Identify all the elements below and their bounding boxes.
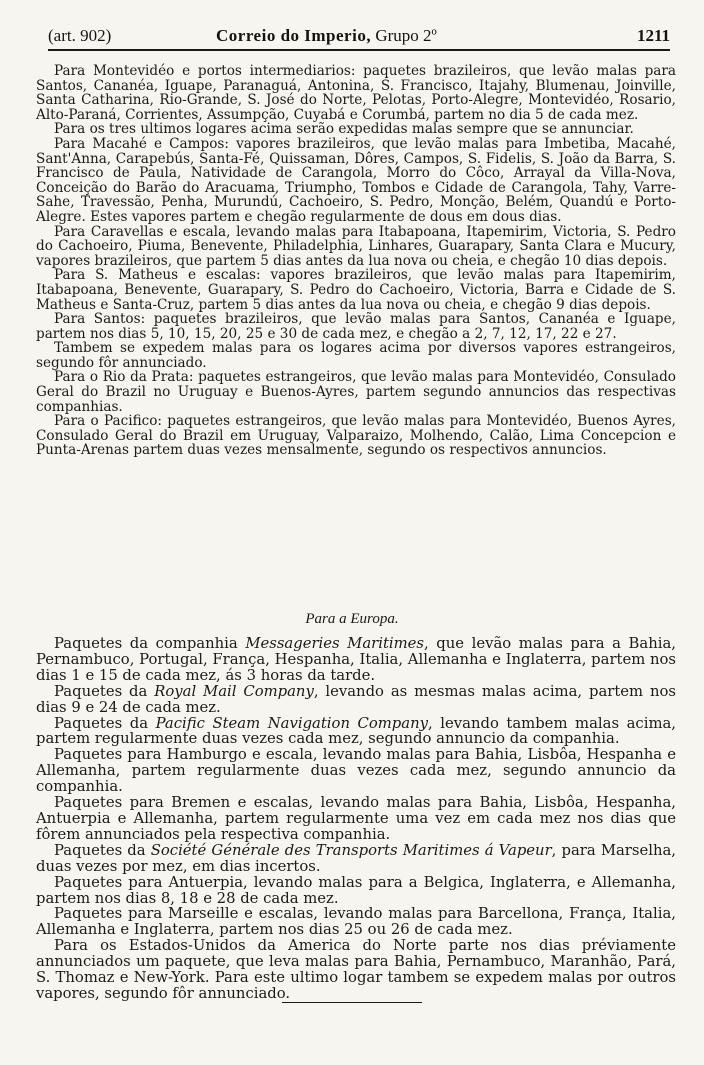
- europe-routes-section: [36, 636, 676, 1002]
- paragraph: Paquetes da companhia Messageries Maritimes, que levão malas para a Bahia, Pernambuco, Portugal, França, Hespanha, Italia, Allemanha e Inglaterra, partem nos dias 1 e 15 de cada mez, ás 3 horas da tarde.: [36, 635, 676, 684]
- section-heading-europe: Para a Europa.: [305, 611, 399, 627]
- paragraph: Paquetes da Pacific Steam Navigation Company, levando tambem malas acima, partem regularmente duas vezes cada mez, segundo annuncio da companhia.: [36, 714, 676, 748]
- paragraph: Para os Estados-Unidos da America do Norte parte nos dias préviamente annunciados um paquete, que leva malas para Bahia, Pernambuco, Maranhão, Pará, S. Thomaz e New-York. Para este ultimo logar tambem se expedem malas por outros vapores, segundo fôr annunciado.: [36, 937, 676, 1002]
- company-name: Messageries Maritimes: [245, 635, 425, 652]
- paragraph: Paquetes para Hamburgo e escala, levando malas para Bahia, Lisbôa, Hespanha e Allemanha, partem regularmente duas vezes cada mez, segundo annuncio da companhia.: [36, 746, 676, 796]
- paragraph: Para os tres ultimos logares acima serão expedidas malas sempre que se annunciar.: [54, 121, 634, 138]
- paragraph: Para o Rio da Prata: paquetes estrangeiros, que levão malas para Montevidéo, Consulado Geral do Brazil no Uruguay e Buenos-Ayres, partem segundo annuncios das respectivas companhias.: [36, 369, 676, 415]
- header-rule: [48, 49, 670, 51]
- paragraph: Para o Pacifico: paquetes estrangeiros, que levão malas para Montevidéo, Buenos Ayres, Consulado Geral do Brazil em Uruguay, Valparaizo, Molhendo, Calão, Lima Concepcion e Punta-Arenas partem duas vezes mensalmente, segundo os respectivos annuncios.: [36, 413, 676, 459]
- paragraph: Para Macahé e Campos: vapores brazileiros, que levão malas para Imbetiba, Macahé, Sant'Anna, Carapebús, Santa-Fé, Quissaman, Dôres, Campos, S. Fidelis, S. João da Barra, S. Francisco de Paula, Natividade de Carangola, Morro do Côco, Arrayal da Villa-Nova, Conceição do Barão do Aracuama, Triumpho, Tombos e Cidade de Carangola, Tahy, Varre-Sahe, Travessão, Penha, Murundú, Cachoeiro, S. Pedro, Monção, Belém, Quandú e Porto-Alegre. Estes vapores partem e chegão regularmente de dous em dous dias.: [36, 135, 676, 225]
- page-number: 1211: [636, 26, 670, 45]
- group-label: Grupo 2º: [375, 26, 437, 45]
- end-rule: [282, 1002, 422, 1003]
- paragraph: Paquetes da Royal Mail Company, levando as mesmas malas acima, partem nos dias 9 e 24 de cada mez.: [36, 682, 676, 716]
- publication-title: Correio do Imperio,: [216, 26, 372, 45]
- article-reference: (art. 902): [48, 26, 112, 45]
- paragraph: Para Caravellas e escala, levando malas para Itabapoana, Itapemirim, Victoria, S. Pedro do Cachoeiro, Piuma, Benevente, Philadelphia, Linhares, Guarapary, Santa Clara e Mucury, vapores brazileiros, que partem 5 dias antes da lua nova ou cheia, e chegão 10 dias depois.: [36, 223, 676, 269]
- company-name: Royal Mail Company: [154, 682, 314, 700]
- domestic-routes-section: [36, 64, 676, 458]
- paragraph: Paquetes para Bremen e escalas, levando malas para Bahia, Lisbôa, Hespanha, Antuerpia e Allemanha, partem regularmente uma vez em cada mez nos dias que fôrem annunciados pela respectiva companhia.: [36, 794, 676, 843]
- running-title: [216, 26, 437, 46]
- page-header: [48, 26, 670, 48]
- paragraph: Paquetes para Marseille e escalas, levando malas para Barcellona, França, Italia, Allemanha e Inglaterra, partem nos dias 25 ou 26 de cada mez.: [36, 905, 676, 939]
- company-name: Pacific Steam Navigation Company: [155, 714, 428, 732]
- paragraph: Para Montevidéo e portos intermediarios: paquetes brazileiros, que levão malas para Santos, Cananéa, Iguape, Paranaguá, Antonina, S. Francisco, Itajahy, Blumenau, Joinville, Santa Catharina, Rio-Grande, S. José do Norte, Pelotas, Porto-Alegre, Montevidéo, Rosario, Alto-Paraná, Corrientes, Assumpção, Cuyabá e Corumbá, partem no dia 5 de cada mez.: [36, 63, 676, 123]
- paragraph: Paquetes para Antuerpia, levando malas para a Belgica, Inglaterra, e Allemanha, partem nos dias 8, 18 e 28 de cada mez.: [36, 873, 676, 907]
- paragraph: Tambem se expedem malas para os logares acima por diversos vapores estrangeiros, segundo fôr annunciado.: [36, 340, 676, 371]
- paragraph: Para Santos: paquetes brazileiros, que levão malas para Santos, Cananéa e Iguape, partem nos dias 5, 10, 15, 20, 25 e 30 de cada mez, e chegão a 2, 7, 12, 17, 22 e 27.: [36, 311, 676, 342]
- company-name: Société Générale des Transports Maritimes á Vapeur: [150, 841, 552, 859]
- paragraph: Paquetes da Société Générale des Transports Maritimes á Vapeur, para Marselha, duas vezes por mez, em dias incertos.: [36, 841, 676, 875]
- paragraph: Para S. Matheus e escalas: vapores brazileiros, que levão malas para Itapemirim, Itabapoana, Benevente, Guarapary, S. Pedro do Cachoeiro, Victoria, Barra e Cidade de S. Matheus e Santa-Cruz, partem 5 dias antes da lua nova ou cheia, e chegão 9 dias depois.: [36, 267, 676, 313]
